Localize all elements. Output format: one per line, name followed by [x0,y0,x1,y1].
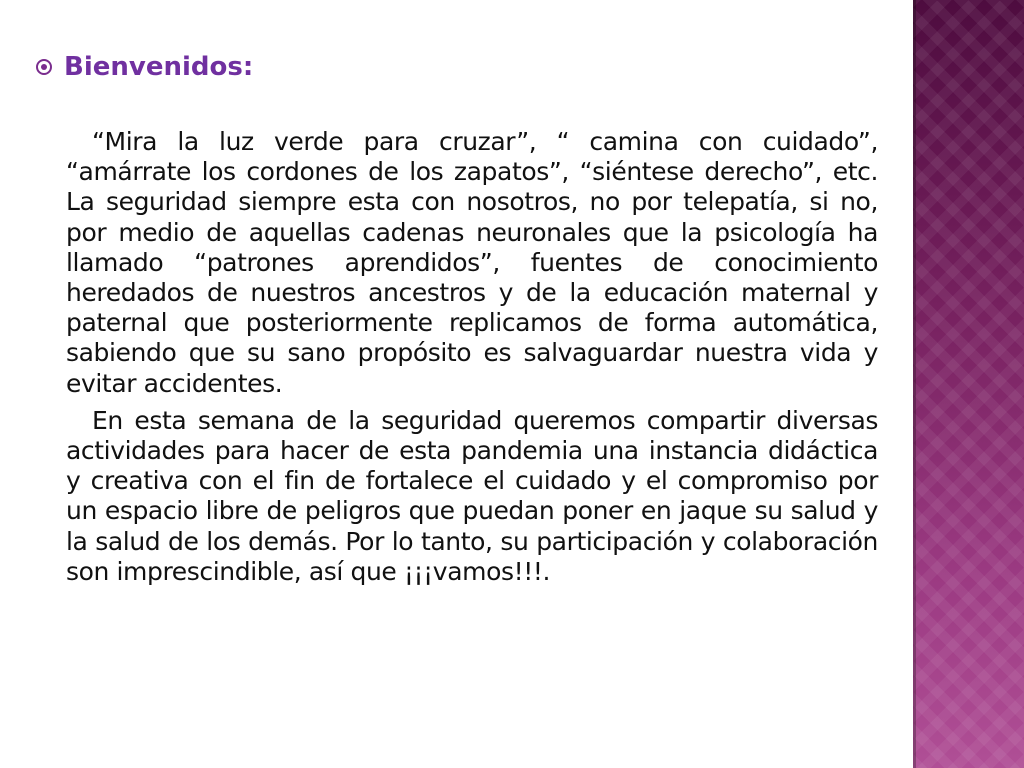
band-edge [913,0,916,768]
paragraph-2: En esta semana de la seguridad queremos compartir diversas actividades para hacer de esta pandemia una instancia didáctica y creativa con el fin de fortalece el cuidado y el compromiso por un espacio libre de peligros que puedan poner en jaque su salud y la salud de los demás. Por lo tanto, su participación y colaboración son imprescindible, así que ¡¡¡vamos!!!. [66,405,878,586]
radio-bullet-icon [36,59,52,75]
slide-heading: Bienvenidos: [64,52,254,82]
diamond-pattern [913,0,1024,768]
body-text [66,127,878,587]
paragraph-1: “Mira la luz verde para cruzar”, “ camina con cuidado”, “amárrate los cordones de los zapatos”, “siéntese derecho”, etc. La seguridad siempre esta con nosotros, no por telepatía, si no, por medio de aquellas cadenas neuronales que la psicología ha llamado “patrones aprendidos”, fuentes de conocimiento heredados de nuestros ancestros y de la educación maternal y paternal que posteriormente replicamos de forma automática, sabiendo que su sano propósito es salvaguardar nuestra vida y evitar accidentes. [66,127,878,398]
decorative-side-band [913,0,1024,768]
heading-row [36,50,253,84]
